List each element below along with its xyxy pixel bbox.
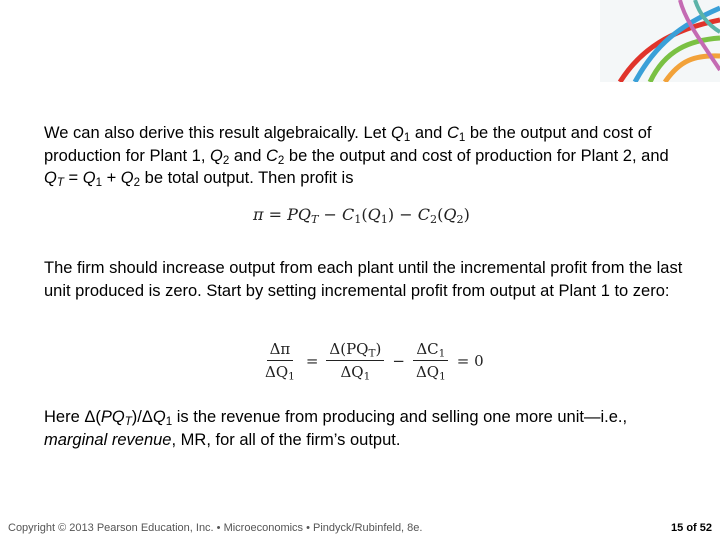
fraction-delta-revenue: $\frac{\Delta(PQ_T)}{\Delta Q_1}$ <box>326 340 384 381</box>
fraction-delta-pi: $\frac{\Delta\pi}{\Delta Q_1}$ <box>265 340 295 383</box>
colored-cables-decoration <box>600 0 720 82</box>
page-number: 15 of 52 <box>671 522 712 534</box>
paragraph-marginal-revenue: Here $\Delta(PQ_T)/\Delta Q_1$ is the revenue from producing and selling one more unit—i.e., marginal revenue, MR, for all of the firm’s output. <box>44 408 628 449</box>
incremental-profit-equation: $\frac{\Delta\pi}{\Delta Q_1}$ = $\frac{\Delta(PQ_T)}{\Delta Q_1}$ − $\frac{\Delta C_1}{\Delta Q_1}$ = 0 <box>262 340 492 381</box>
copyright-footer: Copyright © 2013 Pearson Education, Inc. • Microeconomics • Pindyck/Rubinfeld, 8e. <box>8 522 423 534</box>
paragraph-intro: We can also derive this result algebraically. Let $Q_1$ and $C_1$ be the output and cost of production for Plant 1, $Q_2$ and $C_2$ be the output and cost of production for Plant 2, and $Q_T = Q_1 + Q_2$ be total output. Then profit is <box>44 124 669 189</box>
profit-equation: $\pi = PQ_T - C_1(Q_1) - C_2(Q_2)$ <box>253 205 470 226</box>
marginal-revenue-term: marginal revenue <box>44 430 172 449</box>
fraction-delta-cost: $\frac{\Delta C_1}{\Delta Q_1}$ <box>413 340 449 381</box>
paragraph-incremental-profit: The firm should increase output from each plant until the incremental profit from the last unit produced is zero. Start by setting incremental profit from output at Plant 1 to zero: <box>44 259 683 300</box>
